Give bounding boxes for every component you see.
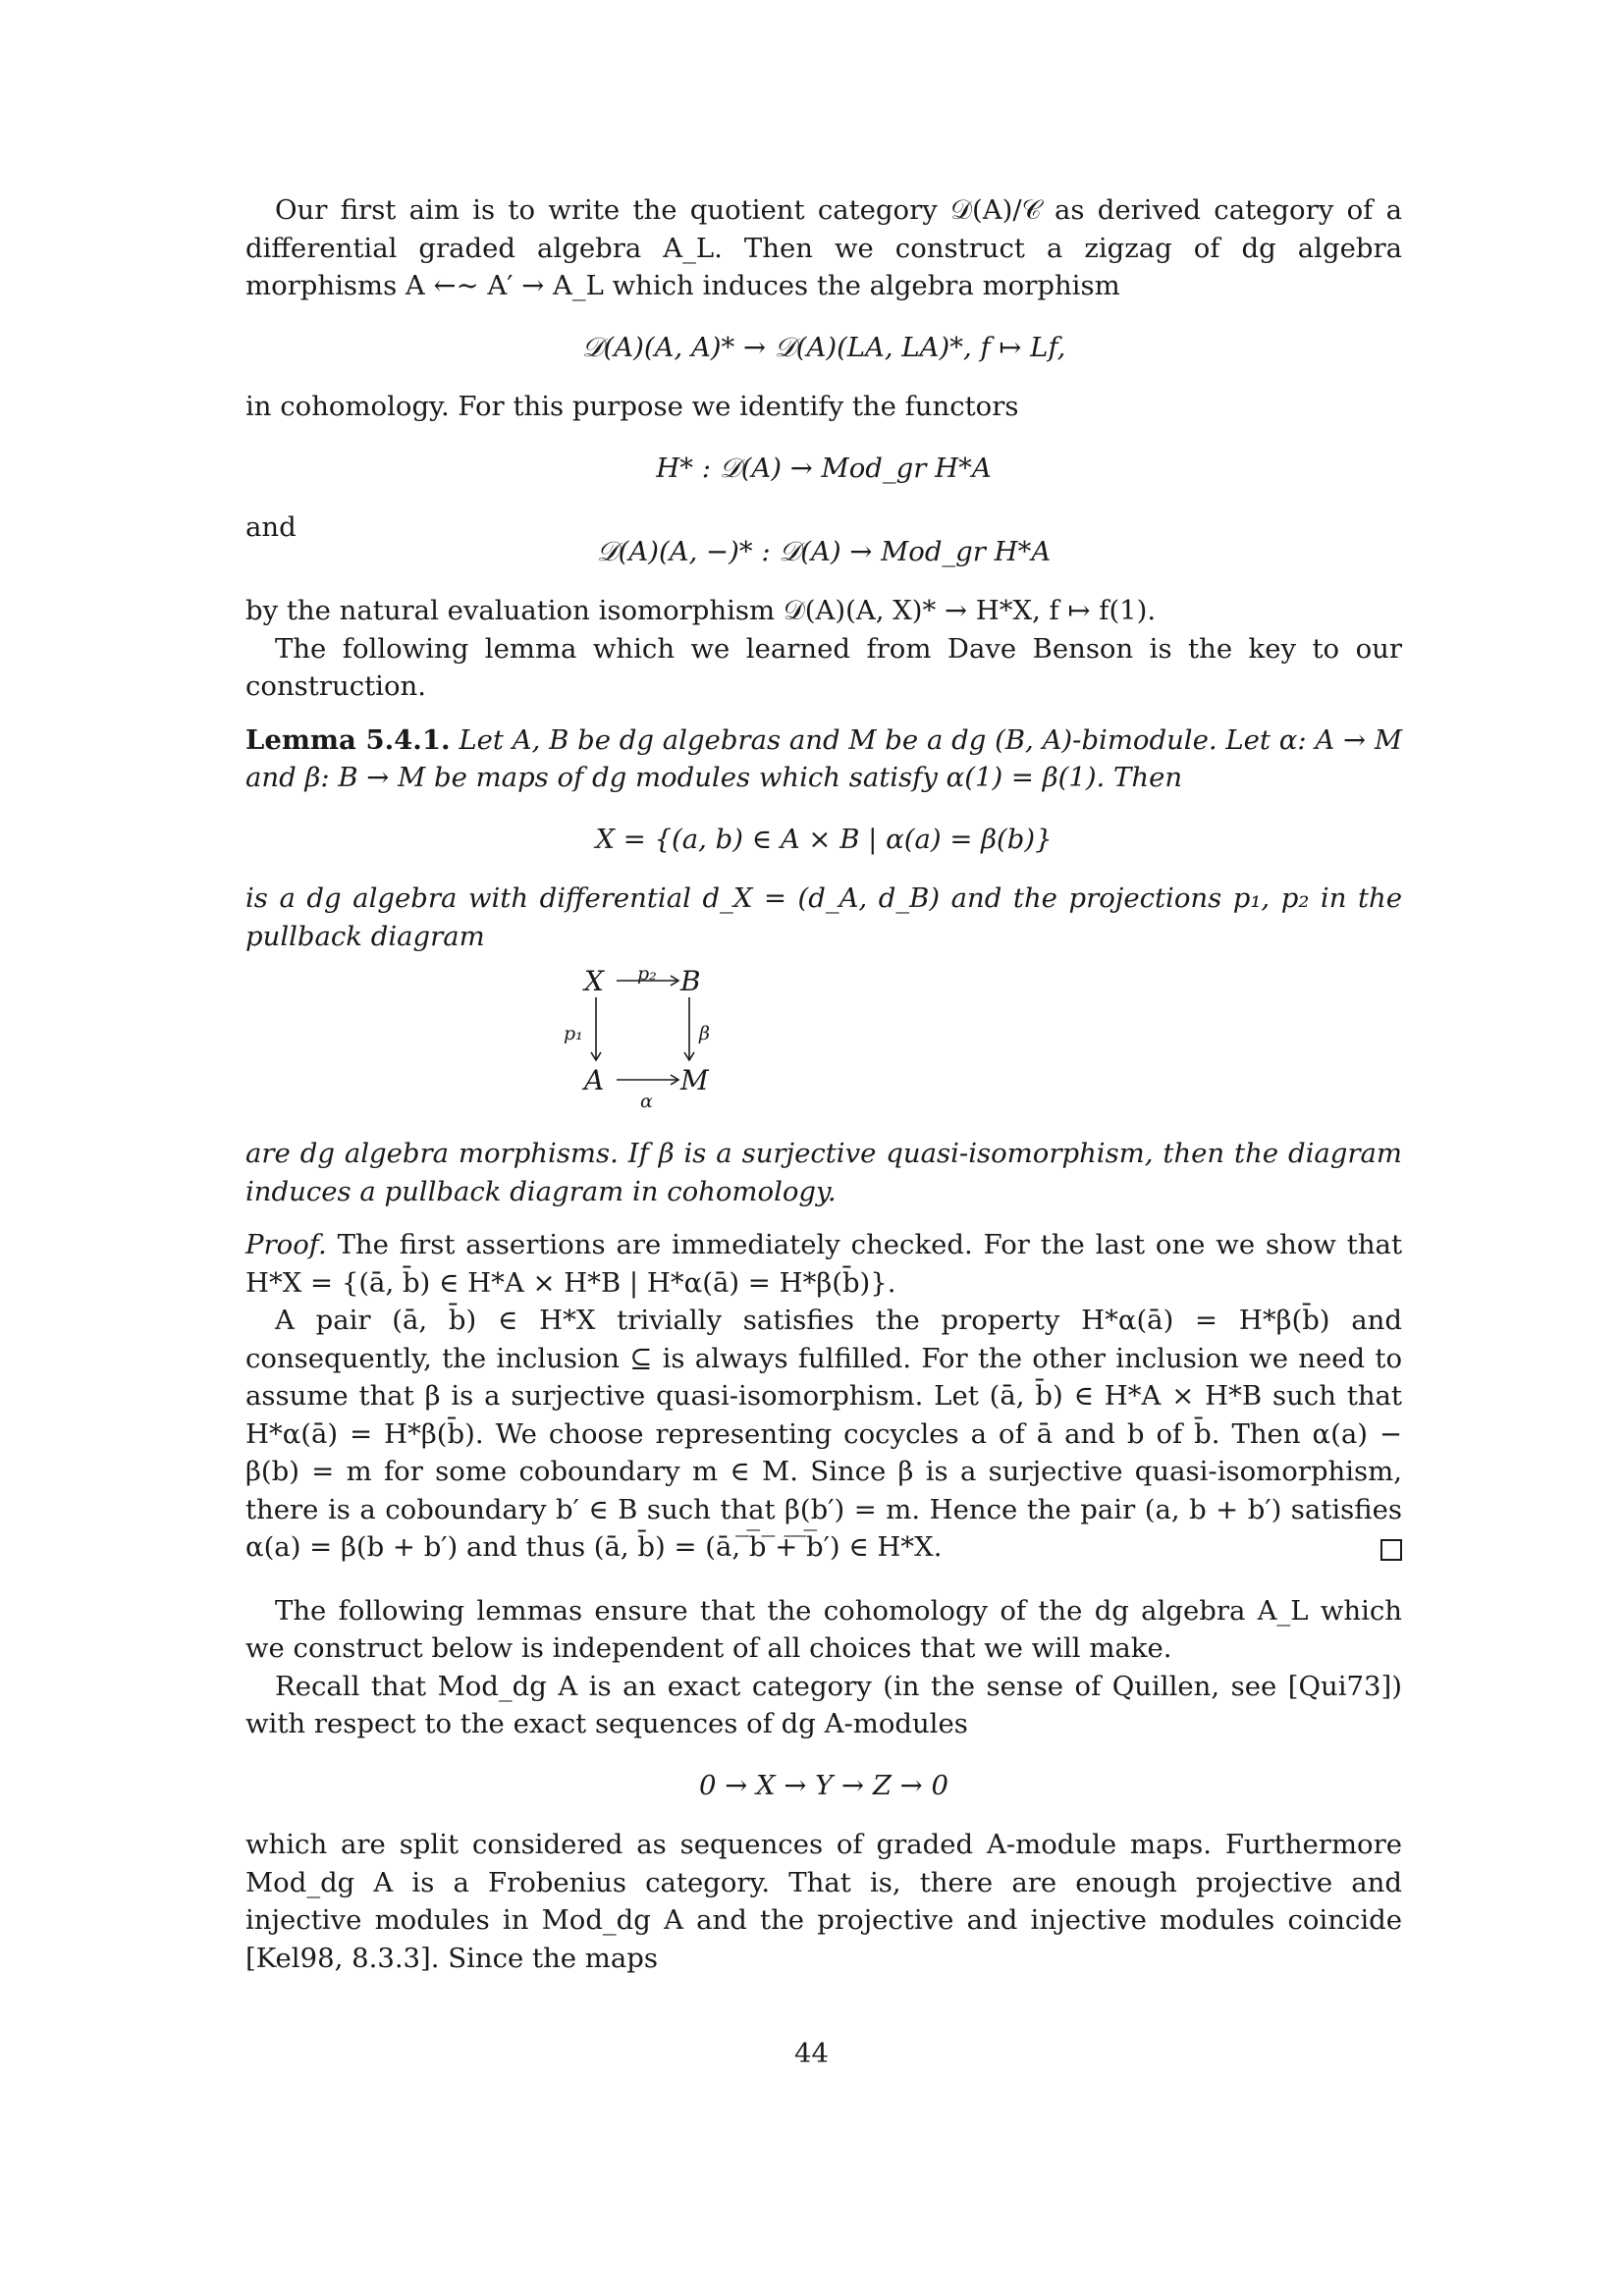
proof-text-1: The first assertions are immediately checked. For the last one we show that H*X = {(ā, b̄) ∈ H*A × H*B | H*α(ā) = H*β(b̄)}.: [245, 1229, 1402, 1299]
paragraph-exact-category: Recall that Mod_dg A is an exact category (in the sense of Quillen, see [Qui73]) with respect to the exact sequences of dg A-modules: [245, 1670, 1402, 1739]
lemma-title: Lemma 5.4.1.: [245, 723, 451, 756]
equation-algebra-morphism: 𝒟(A)(A, A)* → 𝒟(A)(LA, LA)*, f ↦ Lf,: [581, 331, 1066, 363]
paragraph-intro: Our first aim is to write the quotient category 𝒟(A)/𝒞 as derived category of a differential graded algebra A_L. Then we construct a zigzag of dg algebra morphisms A ←∼ A′ → A_L which induces the algebra morphism: [245, 194, 1402, 301]
node-b: B: [680, 965, 701, 997]
qed-box-icon: [1380, 1539, 1402, 1561]
lemma-conclusion: are dg algebra morphisms. If β is a surjective quasi-isomorphism, then the diagram induces a pullback diagram in cohomology.: [245, 1138, 1402, 1207]
paragraph-frobenius: which are split considered as sequences of graded A-module maps. Furthermore Mod_dg A is a Frobenius category. That is, there are enough projective and injective modules in Mod_dg A and the projective and injective modules coincide [Kel98, 8.3.3]. Since the maps: [245, 1829, 1402, 1974]
equation-pullback-set: X = {(a, b) ∈ A × B | α(a) = β(b)}: [595, 823, 1053, 855]
label-beta: β: [699, 1023, 710, 1044]
equation-functor-hom: 𝒟(A)(A, −)* : 𝒟(A) → Mod_gr H*A: [596, 535, 1052, 567]
paragraph-evaluation: by the natural evaluation isomorphism 𝒟(A)(A, X)* → H*X, f ↦ f(1).: [245, 595, 1157, 626]
proof-label: Proof.: [245, 1229, 327, 1260]
proof-text-2: A pair (ā, b̄) ∈ H*X trivially satisfies the property H*α(ā) = H*β(b̄) and consequently, the inclusion ⊆ is always fulfilled. For the other inclusion we need to assume that β is a surjective quasi-isomorphism. Let (ā, b̄) ∈ H*A × H*B such that H*α(ā) = H*β(b̄). We choose representing cocycles a of ā and b of b̄. Then α(a) − β(b) = m for some coboundary m ∈ M. Since β is a surjective quasi-isomorphism, there is a coboundary b′ ∈ B such that β(b′) = m. Hence the pair (a, b + b′) satisfies α(a) = β(b + b′) and thus (ā, b̄) = (ā, ̅b̅ ̅+̅ ̅b̅′) ∈ H*X.: [245, 1305, 1402, 1563]
lemma-5-4-1: [245, 721, 1402, 797]
page-number: 44: [794, 2038, 829, 2069]
lemma-statement: Let A, B be dg algebras and M be a dg (B, A)-bimodule. Let α: A → M and β: B → M be maps of dg modules which satisfy α(1) = β(1). Then: [245, 723, 1402, 793]
paragraph-benson: The following lemma which we learned from Dave Benson is the key to our construction.: [245, 632, 1402, 702]
label-alpha: α: [640, 1091, 653, 1112]
proof-paragraph-2: [245, 1302, 1402, 1567]
proof-paragraph-1: [245, 1226, 1402, 1302]
lemma-statement-continued: is a dg algebra with differential d_X = (d_A, d_B) and the projections p₁, p₂ in the pullback diagram: [245, 882, 1402, 952]
equation-functor-cohomology: H* : 𝒟(A) → Mod_gr H*A: [656, 452, 992, 484]
node-m: M: [680, 1064, 709, 1096]
equation-exact-sequence: 0 → X → Y → Z → 0: [699, 1769, 948, 1801]
label-p1: p₁: [564, 1023, 583, 1044]
pullback-diagram: [245, 961, 1402, 1123]
diagram-arrows: [245, 961, 1402, 1123]
word-and: and: [245, 511, 297, 543]
page-body: [245, 191, 1402, 1977]
paragraph-lemmas-ensure: The following lemmas ensure that the cohomology of the dg algebra A_L which we construct below is independent of all choices that we will make.: [245, 1594, 1402, 1664]
node-a: A: [584, 1064, 605, 1096]
node-x: X: [584, 965, 604, 997]
label-p2: p₂: [637, 963, 657, 985]
paragraph-cohomology: in cohomology. For this purpose we identify the functors: [245, 391, 1019, 422]
